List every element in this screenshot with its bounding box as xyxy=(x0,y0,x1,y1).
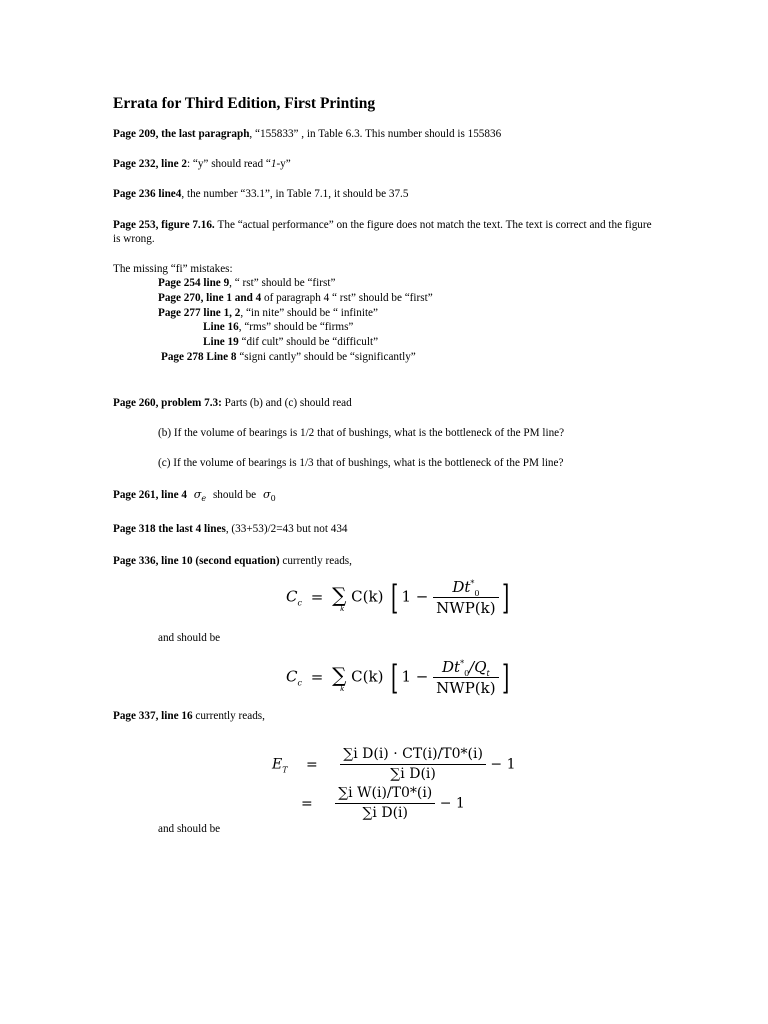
erratum-text: , “rms” should be “firms” xyxy=(238,321,354,333)
erratum-page-232 xyxy=(113,157,291,171)
erratum-ref: Page 337, line 16 xyxy=(113,710,193,722)
summation-symbol: ∑ k xyxy=(332,582,347,613)
erratum-page-253 xyxy=(113,218,653,246)
equation-et-row2: = $\frac{\text{∑i W(i)/T0*(i)}}{\text{∑i D(i)}}$ − 1 xyxy=(301,785,465,821)
problem-part-c: (c) If the volume of bearings is 1/3 that of bushings, what is the bottleneck of the PM line? xyxy=(158,457,564,469)
erratum-ref: Page 253, figure 7.16. xyxy=(113,219,215,231)
erratum-ref: Page 278 Line 8 xyxy=(161,351,237,363)
equation-current: $C_c$ = ∑ k C(k) [ 1 − $\frac{Dt^*_0}{\text{NWP(k)}}$ ] xyxy=(286,577,509,618)
fraction: $\frac{\text{∑i W(i)/T0*(i)}}{\text{∑i D(i)}}$ xyxy=(335,785,435,822)
fraction: $\frac{Dt^*_0}{\text{NWP(k)}}$ xyxy=(433,578,498,617)
fraction: $\frac{Dt^*_0/Q_t}{\text{NWP(k)}}$ xyxy=(433,658,498,697)
erratum-ref: Line 16 xyxy=(203,321,239,333)
erratum-page-209 xyxy=(113,127,501,141)
fi-item xyxy=(203,320,353,334)
fi-item xyxy=(161,350,416,364)
fi-item xyxy=(158,276,335,290)
problem-part-b: (b) If the volume of bearings is 1/2 that of bushings, what is the bottleneck of the PM line? xyxy=(158,427,565,439)
erratum-text: , the number “33.1”, in Table 7.1, it should be 37.5 xyxy=(181,188,409,200)
erratum-text: “signi cantly” should be “significantly” xyxy=(236,351,416,363)
erratum-text: currently reads, xyxy=(279,555,352,567)
erratum-ref: Page 277 line 1, 2 xyxy=(158,307,241,319)
erratum-text: should be xyxy=(212,489,257,501)
erratum-ref: Page 318 the last 4 lines xyxy=(113,523,226,535)
fraction: $\frac{\text{∑i D(i) · CT(i)/T0*(i)}}{\text{∑i D(i)}}$ xyxy=(340,746,486,783)
sigma-0-symbol: $\sigma_0$ xyxy=(262,488,276,504)
erratum-page-260 xyxy=(113,396,352,410)
erratum-text: : “y” should read “ xyxy=(186,158,271,170)
and-should-be: and should be xyxy=(158,823,221,835)
fi-item xyxy=(158,291,433,305)
erratum-page-318 xyxy=(113,522,348,536)
erratum-ref: Page 260, problem 7.3: xyxy=(113,397,222,409)
and-should-be: and should be xyxy=(158,632,221,644)
erratum-ref: Page 261, line 4 xyxy=(113,489,187,501)
erratum-ref: Page 336, line 10 (second equation) xyxy=(113,555,280,567)
erratum-ref: Page 236 line4 xyxy=(113,188,182,200)
fi-intro: The missing “fi” mistakes: xyxy=(113,263,233,275)
erratum-ref: Page 232, line 2 xyxy=(113,158,187,170)
erratum-text-italic: 1 xyxy=(270,158,277,170)
equation-corrected: $C_c$ = ∑ k C(k) [ 1 − $\frac{Dt^*_0/Q_t}{\text{NWP(k)}}$ ] xyxy=(286,657,509,698)
fi-item xyxy=(203,335,378,349)
erratum-page-261 xyxy=(113,488,276,502)
summation-symbol: ∑ k xyxy=(332,662,347,693)
erratum-text: , (33+53)/2=43 but not 434 xyxy=(225,523,348,535)
erratum-ref: Page 270, line 1 and 4 xyxy=(158,292,262,304)
erratum-text: “dif cult” should be “difficult” xyxy=(238,336,379,348)
erratum-ref: Page 254 line 9 xyxy=(158,277,230,289)
erratum-text: -y” xyxy=(276,158,291,170)
erratum-ref: Line 19 xyxy=(203,336,239,348)
erratum-text: , “155833” , in Table 6.3. This number should is 155836 xyxy=(249,128,502,140)
erratum-page-336 xyxy=(113,554,352,568)
erratum-page-337 xyxy=(113,709,265,723)
erratum-text: Parts (b) and (c) should read xyxy=(221,397,352,409)
erratum-text: currently reads, xyxy=(192,710,265,722)
erratum-ref: Page 209, the last paragraph xyxy=(113,128,250,140)
erratum-text: , “in nite” should be “ infinite” xyxy=(240,307,378,319)
erratum-text: The “actual performance” on the figure does not match the text. The text is correct and the figure is wrong. xyxy=(113,219,652,245)
erratum-page-236 xyxy=(113,187,408,201)
erratum-text: , “ rst” should be “first” xyxy=(229,277,336,289)
page-title: Errata for Third Edition, First Printing xyxy=(113,95,376,112)
fi-item xyxy=(158,306,378,320)
sigma-e-symbol: $\sigma_e$ xyxy=(193,488,207,504)
erratum-text: of paragraph 4 “ rst” should be “first” xyxy=(261,292,433,304)
equation-et-row1: $E_T$ = $\frac{\text{∑i D(i) · CT(i)/T0*(i)}}{\text{∑i D(i)}}$ − 1 xyxy=(272,746,516,782)
